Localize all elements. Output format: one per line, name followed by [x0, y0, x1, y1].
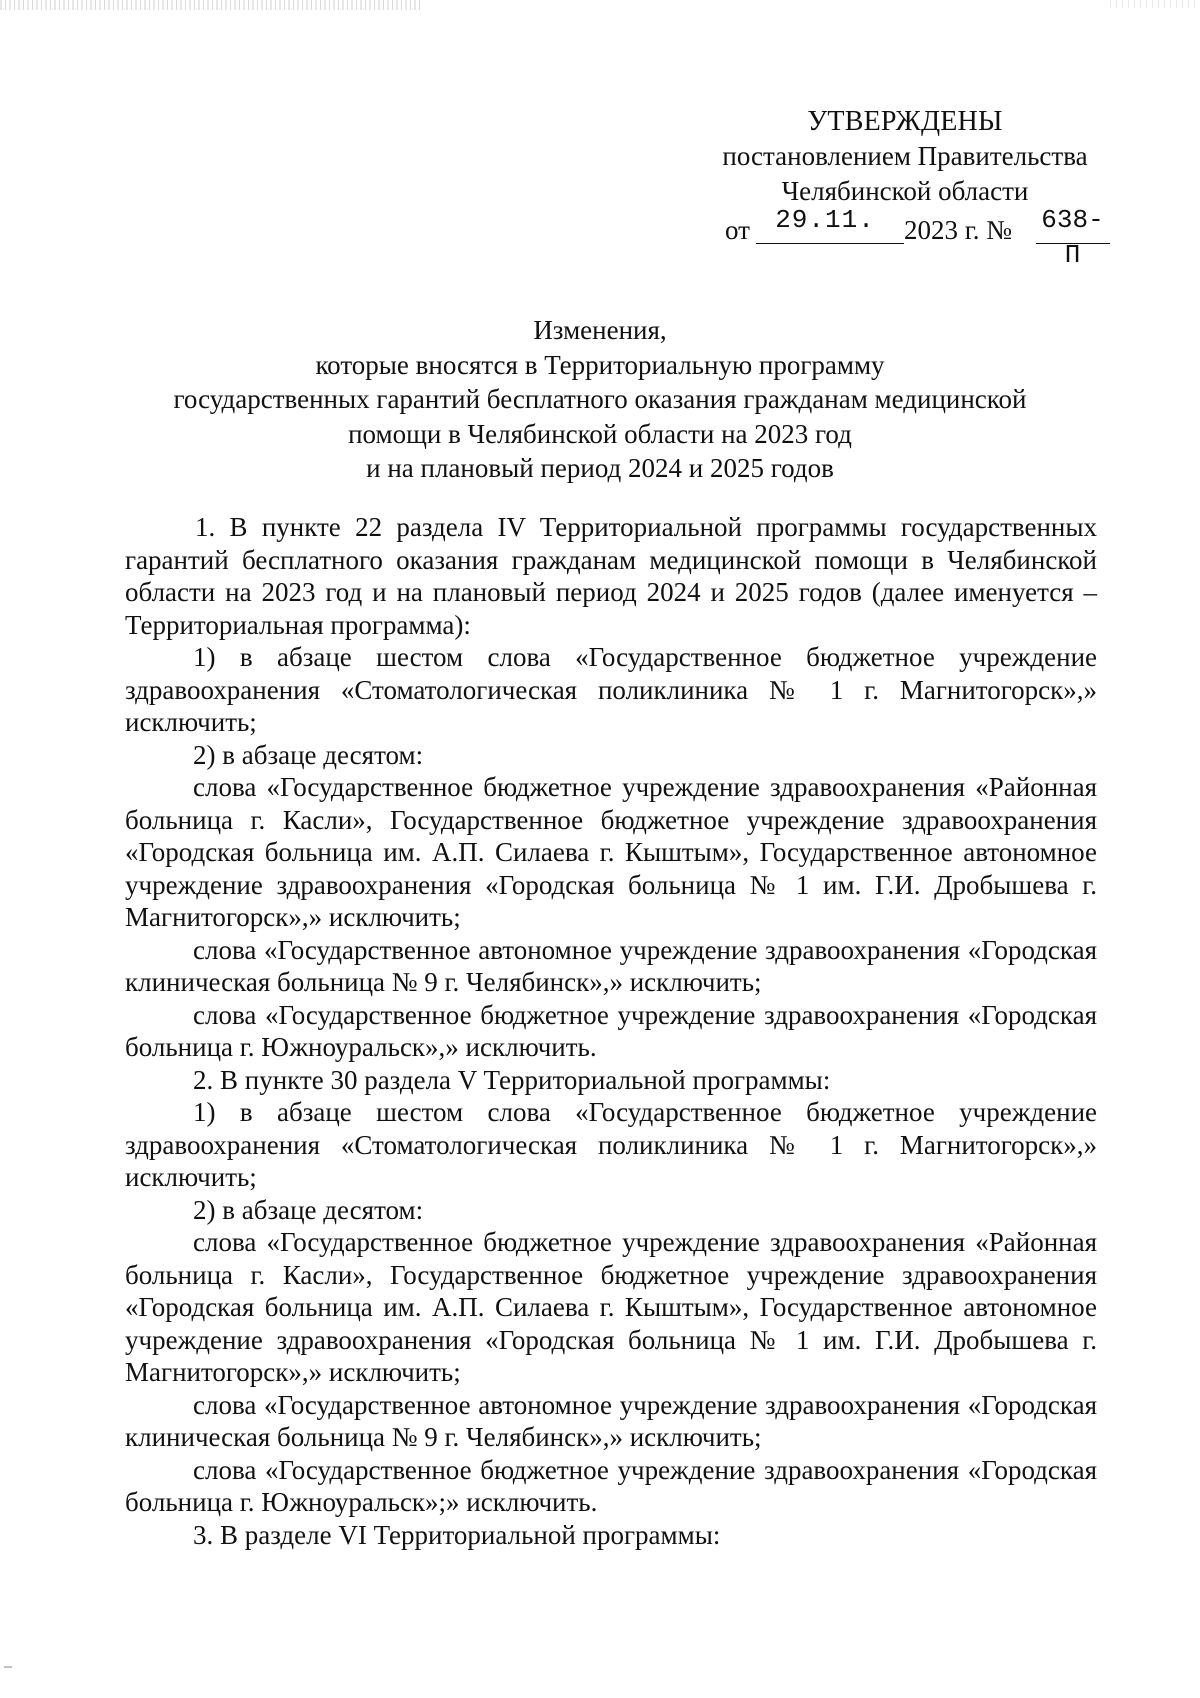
paragraph-item-2: 2. В пункте 30 раздела V Территориальной программы: [193, 1064, 831, 1095]
paragraph-subitem: 2) в абзаце десятом: [193, 739, 424, 770]
paragraph-item-1: 1. В пункте 22 раздела IV Территориальной программы государственных гарантий бесплатного оказания гражданам медицинской помощи в Челябинской области на 2023 год и на плановый период 2024 и 2025 годов (далее именуется – Территориальная программа): [125, 512, 1097, 640]
heading-line-4: помощи в Челябинской области на 2023 год [348, 418, 852, 449]
paragraph-subitem: 2) в абзаце десятом: [193, 1194, 424, 1225]
scan-artifact-top-left [0, 0, 420, 10]
paragraph-clause: слова «Государственное бюджетное учреждение здравоохранения «Городская больница г. Южноуральск»,» исключить. [125, 999, 1097, 1062]
resolution-number: 638-П [1041, 205, 1104, 270]
approval-date-line [700, 205, 1110, 270]
approval-title: УТВЕРЖДЕНЫ [807, 106, 1003, 137]
year-and-number-label: 2023 г. № [904, 215, 1013, 245]
heading-line-2: которые вносятся в Территориальную программу [315, 349, 885, 380]
document-body [125, 511, 1097, 1551]
approval-line-resolution: постановлением Правительства [722, 141, 1088, 171]
document-heading [100, 313, 1100, 486]
heading-line-1: Изменения, [533, 315, 667, 345]
paragraph-item-3: 3. В разделе VI Территориальной программы: [193, 1519, 721, 1550]
paragraph-clause: слова «Государственное бюджетное учреждение здравоохранения «Районная больница г. Касли», Государственное бюджетное учреждение здравоохранения «Городская больница им. А.П. Силаева г. Кыштым», Государственное автономное учреждение здравоохранения «Городская больница № 1 им. Г.И. Дробышева г. Магнитогорск»,» исключить; [125, 1227, 1097, 1387]
paragraph-clause: слова «Государственное бюджетное учреждение здравоохранения «Районная больница г. Касли», Государственное бюджетное учреждение здравоохранения «Городская больница им. А.П. Силаева г. Кыштым», Государственное автономное учреждение здравоохранения «Городская больница № 1 им. Г.И. Дробышева г. Магнитогорск»,» исключить; [125, 772, 1097, 932]
heading-line-3: государственных гарантий бесплатного оказания гражданам медицинской [173, 384, 1027, 414]
date-value: 29.11. [775, 205, 875, 235]
heading-line-5: и на плановый период 2024 и 2025 годов [366, 453, 834, 483]
paragraph-subitem: 1) в абзаце шестом слова «Государственное бюджетное учреждение здравоохранения «Стоматологическая поликлиника № 1 г. Магнитогорск»,» исключить; [125, 1097, 1097, 1192]
date-underline [756, 243, 904, 244]
paragraph-subitem: 1) в абзаце шестом слова «Государственное бюджетное учреждение здравоохранения «Стоматологическая поликлиника № 1 г. Магнитогорск»,» исключить; [125, 642, 1097, 737]
paragraph-clause: слова «Государственное бюджетное учреждение здравоохранения «Городская больница г. Южноуральск»;» исключить. [125, 1454, 1097, 1517]
scan-artifact-bottom-left [4, 1666, 12, 1668]
approval-block [700, 104, 1110, 270]
date-prefix: от [725, 215, 750, 245]
number-underline [1036, 243, 1110, 244]
paragraph-clause: слова «Государственное автономное учреждение здравоохранения «Городская клиническая больница № 9 г. Челябинск»,» исключить; [125, 934, 1097, 997]
approval-line-region: Челябинской области [781, 176, 1029, 206]
scan-artifact-top-right [1110, 0, 1200, 8]
paragraph-clause: слова «Государственное автономное учреждение здравоохранения «Городская клиническая больница № 9 г. Челябинск»,» исключить; [125, 1389, 1097, 1452]
